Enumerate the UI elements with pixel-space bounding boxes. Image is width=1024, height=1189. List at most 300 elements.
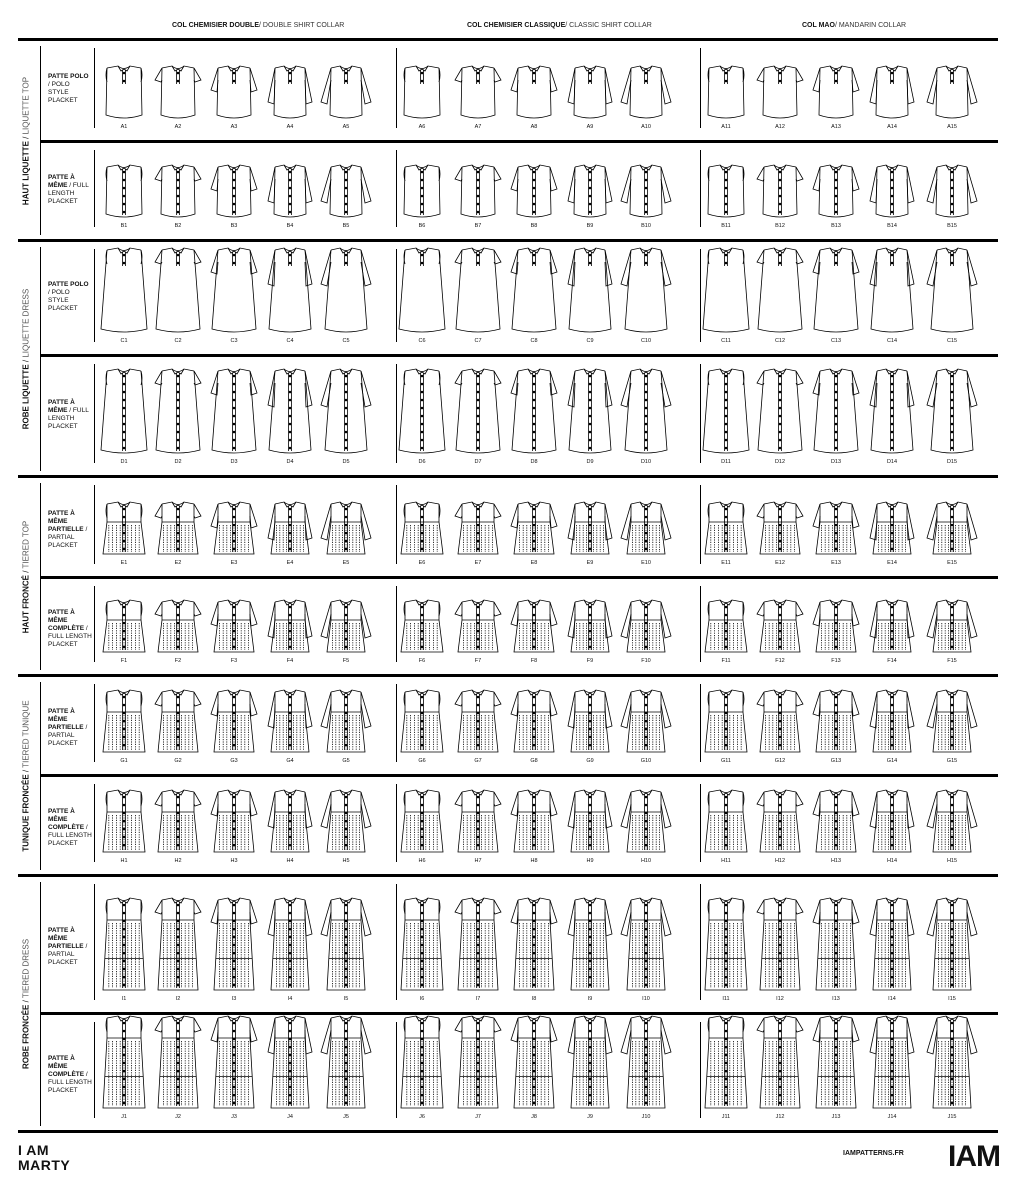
group-label-slash: / bbox=[21, 767, 31, 775]
row-label-en: FULL LENGTH PLACKET bbox=[48, 832, 92, 847]
garment-illustration bbox=[319, 592, 373, 656]
garment-illustration bbox=[563, 782, 617, 856]
variant-code: B6 bbox=[418, 223, 426, 229]
garment-illustration bbox=[319, 494, 373, 558]
row-label-en: POLO STYLE PLACKET bbox=[48, 81, 78, 104]
column-header-double-collar: COL CHEMISIER DOUBLE/ DOUBLE SHIRT COLLAR bbox=[172, 22, 345, 29]
garment-illustration bbox=[451, 361, 505, 457]
variant-code: F12 bbox=[775, 658, 785, 664]
garment-illustration bbox=[753, 361, 807, 457]
row-divider bbox=[41, 576, 998, 579]
group-label-fr: HAUT FRONCÉ bbox=[21, 574, 31, 633]
row-label-fr: PATTE À MÊME PARTIELLE bbox=[48, 509, 84, 533]
variant-code: B4 bbox=[286, 223, 294, 229]
variant-code: J2 bbox=[175, 1114, 181, 1120]
group-label-en: TIERED TOP bbox=[21, 520, 31, 568]
garment-illustration bbox=[699, 682, 753, 756]
variant-code: J3 bbox=[231, 1114, 237, 1120]
collar-column-separator bbox=[94, 48, 95, 128]
variant-code: A15 bbox=[947, 124, 957, 130]
variant-code: D8 bbox=[530, 459, 538, 465]
row-label-en: PARTIAL PLACKET bbox=[48, 533, 78, 549]
variant-code: I5 bbox=[343, 996, 349, 1002]
row-label bbox=[48, 399, 92, 431]
garment-illustration bbox=[563, 157, 617, 221]
variant-code: B14 bbox=[887, 223, 897, 229]
variant-code: A11 bbox=[721, 124, 731, 130]
variant-code: C11 bbox=[721, 338, 731, 344]
garment-illustration bbox=[97, 240, 151, 336]
variant-code: H12 bbox=[774, 858, 786, 864]
garment-illustration bbox=[395, 782, 449, 856]
group-label-fr: ROBE FRONCÉE bbox=[21, 1004, 31, 1070]
variant-code: C8 bbox=[530, 338, 538, 344]
group-label-slash: / bbox=[21, 133, 31, 141]
garment-illustration bbox=[563, 58, 617, 122]
garment-illustration bbox=[619, 240, 673, 336]
variant-code: I2 bbox=[175, 996, 181, 1002]
variant-code: C7 bbox=[474, 338, 482, 344]
garment-illustration bbox=[925, 592, 979, 656]
variant-code: A14 bbox=[887, 124, 897, 130]
garment-illustration bbox=[925, 157, 979, 221]
variant-code: F9 bbox=[586, 658, 594, 664]
variant-code: J6 bbox=[419, 1114, 425, 1120]
garment-illustration bbox=[97, 361, 151, 457]
variant-code: F8 bbox=[530, 658, 538, 664]
garment-illustration bbox=[151, 58, 205, 122]
garment-illustration bbox=[753, 782, 807, 856]
row-label-slash: / bbox=[84, 625, 88, 632]
garment-illustration bbox=[925, 494, 979, 558]
variant-code: B8 bbox=[530, 223, 538, 229]
variant-code: J8 bbox=[531, 1114, 537, 1120]
brand-logo: IAM bbox=[948, 1140, 1000, 1173]
garment-illustration bbox=[699, 592, 753, 656]
row-label-fr: PATTE À MÊME PARTIELLE bbox=[48, 927, 84, 950]
variant-code: G10 bbox=[640, 758, 652, 764]
group-label-en: TIERED DRESS bbox=[21, 938, 31, 999]
variant-code: F13 bbox=[831, 658, 841, 664]
row-divider bbox=[41, 774, 998, 777]
garment-illustration bbox=[925, 58, 979, 122]
collar-column-separator bbox=[94, 684, 95, 762]
variant-code: I11 bbox=[722, 996, 730, 1002]
garment-illustration bbox=[753, 592, 807, 656]
variant-code: C2 bbox=[174, 338, 182, 344]
variant-code: B5 bbox=[342, 223, 350, 229]
garment-illustration bbox=[507, 592, 561, 656]
row-label-en: PARTIAL PLACKET bbox=[48, 732, 78, 747]
variant-code: I13 bbox=[832, 996, 840, 1002]
variant-code: A6 bbox=[418, 124, 426, 130]
row-label bbox=[48, 708, 92, 748]
variant-code: E11 bbox=[721, 560, 731, 566]
garment-illustration bbox=[699, 494, 753, 558]
row-label-slash: / bbox=[84, 1071, 88, 1078]
garment-illustration bbox=[151, 157, 205, 221]
group-divider bbox=[18, 475, 998, 478]
garment-illustration bbox=[699, 890, 753, 994]
garment-illustration bbox=[925, 682, 979, 756]
variant-code: H15 bbox=[946, 858, 958, 864]
garment-illustration bbox=[97, 890, 151, 994]
collar-column-separator bbox=[94, 249, 95, 342]
row-label-en: FULL LENGTH PLACKET bbox=[48, 633, 92, 648]
garment-illustration bbox=[507, 157, 561, 221]
variant-code: I15 bbox=[948, 996, 956, 1002]
column-header-classic-collar: COL CHEMISIER CLASSIQUE/ CLASSIC SHIRT COLLAR bbox=[467, 22, 652, 29]
garment-illustration bbox=[865, 782, 919, 856]
variant-code: H7 bbox=[474, 858, 482, 864]
group-bracket-line bbox=[40, 882, 41, 1126]
row-label-slash: / bbox=[67, 406, 73, 414]
variant-code: A8 bbox=[530, 124, 538, 130]
garment-illustration bbox=[451, 782, 505, 856]
row-label-en: FULL LENGTH PLACKET bbox=[48, 181, 89, 205]
variant-code: D13 bbox=[830, 459, 842, 465]
group-divider bbox=[18, 38, 998, 41]
row-label-slash: / bbox=[83, 525, 88, 533]
variant-code: E12 bbox=[775, 560, 785, 566]
variant-code: C14 bbox=[886, 338, 898, 344]
garment-illustration bbox=[319, 157, 373, 221]
garment-illustration bbox=[753, 494, 807, 558]
garment-illustration bbox=[207, 361, 261, 457]
brand-name bbox=[18, 1143, 70, 1173]
variant-code: G14 bbox=[886, 758, 898, 764]
variant-code: G1 bbox=[120, 758, 128, 764]
garment-illustration bbox=[563, 494, 617, 558]
garment-illustration bbox=[925, 240, 979, 336]
garment-illustration bbox=[319, 1008, 373, 1112]
variant-code: I8 bbox=[531, 996, 537, 1002]
collar-column-separator bbox=[94, 364, 95, 463]
garment-illustration bbox=[151, 240, 205, 336]
garment-illustration bbox=[925, 361, 979, 457]
garment-illustration bbox=[451, 682, 505, 756]
group-label-fr: ROBE LIQUETTE bbox=[21, 364, 31, 430]
garment-illustration bbox=[619, 361, 673, 457]
variant-code: A5 bbox=[342, 124, 350, 130]
variant-code: E3 bbox=[230, 560, 238, 566]
variant-code: D12 bbox=[774, 459, 786, 465]
garment-illustration bbox=[809, 58, 863, 122]
garment-illustration bbox=[207, 58, 261, 122]
variant-code: C15 bbox=[946, 338, 958, 344]
variant-code: E2 bbox=[174, 560, 182, 566]
garment-illustration bbox=[507, 782, 561, 856]
variant-code: G13 bbox=[830, 758, 842, 764]
variant-code: H5 bbox=[342, 858, 350, 864]
variant-code: C5 bbox=[342, 338, 350, 344]
row-label-fr: PATTE À MÊME COMPLÈTE bbox=[48, 808, 85, 831]
garment-illustration bbox=[809, 157, 863, 221]
row-label-slash: / bbox=[67, 181, 73, 189]
garment-illustration bbox=[451, 494, 505, 558]
row-label-fr: PATTE POLO bbox=[48, 280, 89, 288]
variant-code: F5 bbox=[342, 658, 350, 664]
variant-code: H10 bbox=[640, 858, 652, 864]
garment-illustration bbox=[619, 782, 673, 856]
variant-code: E4 bbox=[286, 560, 294, 566]
variant-code: F7 bbox=[474, 658, 482, 664]
garment-illustration bbox=[753, 240, 807, 336]
variant-code: E8 bbox=[530, 560, 538, 566]
garment-illustration bbox=[699, 58, 753, 122]
variant-code: A10 bbox=[641, 124, 651, 130]
garment-illustration bbox=[319, 58, 373, 122]
garment-illustration bbox=[507, 240, 561, 336]
row-label-slash: / bbox=[83, 943, 88, 950]
garment-illustration bbox=[207, 682, 261, 756]
garment-illustration bbox=[865, 592, 919, 656]
group-label-fr: TUNIQUE FRONCÉE bbox=[21, 774, 31, 852]
variant-code: J7 bbox=[475, 1114, 481, 1120]
brand-line-1: I AM bbox=[18, 1142, 50, 1158]
variant-code: C10 bbox=[640, 338, 652, 344]
row-label bbox=[48, 174, 92, 206]
garment-illustration bbox=[865, 1008, 919, 1112]
variant-code: F10 bbox=[641, 658, 651, 664]
row-divider bbox=[41, 140, 998, 143]
variant-code: J10 bbox=[641, 1114, 651, 1120]
garment-illustration bbox=[753, 58, 807, 122]
variant-code: A12 bbox=[775, 124, 785, 130]
variant-code: I10 bbox=[642, 996, 650, 1002]
garment-illustration bbox=[395, 240, 449, 336]
garment-illustration bbox=[151, 361, 205, 457]
collar-column-separator bbox=[94, 884, 95, 1000]
garment-illustration bbox=[507, 1008, 561, 1112]
row-label-fr: PATTE POLO bbox=[48, 73, 89, 80]
variant-code: D1 bbox=[120, 459, 128, 465]
variant-code: A3 bbox=[230, 124, 238, 130]
variant-code: B10 bbox=[641, 223, 651, 229]
garment-illustration bbox=[925, 1008, 979, 1112]
variant-code: G3 bbox=[230, 758, 238, 764]
garment-illustration bbox=[263, 782, 317, 856]
garment-illustration bbox=[97, 592, 151, 656]
garment-illustration bbox=[151, 494, 205, 558]
group-divider bbox=[18, 674, 998, 677]
variant-code: E14 bbox=[887, 560, 897, 566]
garment-illustration bbox=[865, 361, 919, 457]
variant-code: C1 bbox=[120, 338, 128, 344]
variant-code: B3 bbox=[230, 223, 238, 229]
variant-code: B11 bbox=[721, 223, 731, 229]
variant-code: D2 bbox=[174, 459, 182, 465]
garment-illustration bbox=[619, 592, 673, 656]
row-label bbox=[48, 808, 92, 848]
garment-illustration bbox=[263, 890, 317, 994]
garment-illustration bbox=[151, 592, 205, 656]
garment-illustration bbox=[563, 240, 617, 336]
garment-illustration bbox=[263, 682, 317, 756]
garment-illustration bbox=[395, 890, 449, 994]
variant-code: J12 bbox=[775, 1114, 785, 1120]
garment-illustration bbox=[263, 494, 317, 558]
row-label-fr: PATTE À MÊME PARTIELLE bbox=[48, 708, 84, 731]
variant-code: E5 bbox=[342, 560, 350, 566]
garment-illustration bbox=[507, 58, 561, 122]
garment-illustration bbox=[809, 682, 863, 756]
group-label-en: TIERED TUNIQUE bbox=[21, 700, 31, 768]
variant-code: D7 bbox=[474, 459, 482, 465]
variant-code: I7 bbox=[475, 996, 481, 1002]
variant-code: G7 bbox=[474, 758, 482, 764]
garment-illustration bbox=[395, 682, 449, 756]
variant-code: H3 bbox=[230, 858, 238, 864]
row-label-en: PARTIAL PLACKET bbox=[48, 951, 78, 966]
garment-illustration bbox=[507, 682, 561, 756]
garment-illustration bbox=[319, 682, 373, 756]
variant-code: H13 bbox=[830, 858, 842, 864]
group-label-fr: HAUT LIQUETTE bbox=[21, 140, 31, 205]
collar-column-separator bbox=[94, 1022, 95, 1118]
variant-code: H2 bbox=[174, 858, 182, 864]
variant-code: F1 bbox=[120, 658, 128, 664]
garment-illustration bbox=[395, 494, 449, 558]
row-divider bbox=[41, 354, 998, 357]
variant-code: J4 bbox=[287, 1114, 293, 1120]
garment-illustration bbox=[809, 592, 863, 656]
row-label-fr: PATTE À MÊME COMPLÈTE bbox=[48, 609, 85, 632]
variant-code: J13 bbox=[831, 1114, 841, 1120]
garment-illustration bbox=[507, 361, 561, 457]
variant-code: G12 bbox=[774, 758, 786, 764]
variant-code: E6 bbox=[418, 560, 426, 566]
variant-code: F2 bbox=[174, 658, 182, 664]
garment-illustration bbox=[207, 240, 261, 336]
garment-illustration bbox=[263, 361, 317, 457]
variant-code: A7 bbox=[474, 124, 482, 130]
garment-illustration bbox=[451, 157, 505, 221]
row-label-en: POLO STYLE PLACKET bbox=[48, 288, 78, 312]
variant-code: J15 bbox=[947, 1114, 957, 1120]
garment-illustration bbox=[263, 592, 317, 656]
garment-illustration bbox=[319, 240, 373, 336]
variant-code: J11 bbox=[721, 1114, 731, 1120]
row-label bbox=[48, 927, 92, 967]
garment-illustration bbox=[865, 494, 919, 558]
garment-illustration bbox=[395, 157, 449, 221]
variant-code: C12 bbox=[774, 338, 786, 344]
group-bracket-line bbox=[40, 247, 41, 471]
garment-illustration bbox=[809, 1008, 863, 1112]
garment-illustration bbox=[699, 240, 753, 336]
row-label-fr: PATTE À MÊME COMPLÈTE bbox=[48, 1055, 85, 1078]
garment-illustration bbox=[809, 890, 863, 994]
variant-code: A2 bbox=[174, 124, 182, 130]
garment-illustration bbox=[263, 157, 317, 221]
garment-illustration bbox=[395, 58, 449, 122]
garment-illustration bbox=[151, 682, 205, 756]
variant-code: D6 bbox=[418, 459, 426, 465]
collar-column-separator bbox=[94, 150, 95, 227]
variant-code: B13 bbox=[831, 223, 841, 229]
garment-illustration bbox=[925, 890, 979, 994]
variant-code: F4 bbox=[286, 658, 294, 664]
variant-code: B2 bbox=[174, 223, 182, 229]
garment-illustration bbox=[563, 890, 617, 994]
garment-illustration bbox=[619, 494, 673, 558]
garment-illustration bbox=[207, 782, 261, 856]
garment-illustration bbox=[319, 361, 373, 457]
variant-code: C9 bbox=[586, 338, 594, 344]
row-label-fr: PATTE À MÊME bbox=[48, 398, 75, 414]
garment-illustration bbox=[151, 890, 205, 994]
variant-code: H8 bbox=[530, 858, 538, 864]
variant-code: G8 bbox=[530, 758, 538, 764]
variant-code: B7 bbox=[474, 223, 482, 229]
variant-code: I14 bbox=[888, 996, 896, 1002]
variant-code: E7 bbox=[474, 560, 482, 566]
garment-illustration bbox=[263, 58, 317, 122]
garment-illustration bbox=[563, 361, 617, 457]
garment-illustration bbox=[97, 782, 151, 856]
variant-code: B1 bbox=[120, 223, 128, 229]
garment-illustration bbox=[619, 682, 673, 756]
garment-illustration bbox=[809, 494, 863, 558]
brand-line-2: MARTY bbox=[18, 1157, 71, 1173]
variant-code: F11 bbox=[721, 658, 731, 664]
variant-code: H1 bbox=[120, 858, 128, 864]
garment-illustration bbox=[753, 682, 807, 756]
group-bracket-line bbox=[40, 46, 41, 235]
variant-code: D10 bbox=[640, 459, 652, 465]
variant-code: A1 bbox=[120, 124, 128, 130]
garment-illustration bbox=[753, 890, 807, 994]
variant-code: E13 bbox=[831, 560, 841, 566]
variant-code: E15 bbox=[947, 560, 957, 566]
garment-illustration bbox=[925, 782, 979, 856]
variant-code: J5 bbox=[343, 1114, 349, 1120]
row-label bbox=[48, 281, 92, 313]
variant-code: F15 bbox=[947, 658, 957, 664]
garment-illustration bbox=[699, 1008, 753, 1112]
garment-illustration bbox=[699, 361, 753, 457]
garment-illustration bbox=[395, 1008, 449, 1112]
row-label-en: FULL LENGTH PLACKET bbox=[48, 406, 89, 430]
garment-illustration bbox=[451, 592, 505, 656]
garment-illustration bbox=[753, 1008, 807, 1112]
variant-code: A13 bbox=[831, 124, 841, 130]
garment-illustration bbox=[865, 58, 919, 122]
variant-code: G2 bbox=[174, 758, 182, 764]
row-label bbox=[48, 1055, 92, 1095]
row-label bbox=[48, 510, 92, 550]
variant-code: I12 bbox=[776, 996, 784, 1002]
group-label-slash: / bbox=[21, 357, 31, 365]
group-divider bbox=[18, 874, 998, 877]
group-label-slash: / bbox=[21, 998, 31, 1005]
garment-illustration bbox=[809, 782, 863, 856]
garment-illustration bbox=[699, 782, 753, 856]
variant-code: H6 bbox=[418, 858, 426, 864]
variant-code: J14 bbox=[887, 1114, 897, 1120]
group-divider bbox=[18, 1130, 998, 1133]
garment-illustration bbox=[97, 1008, 151, 1112]
variant-code: C3 bbox=[230, 338, 238, 344]
garment-illustration bbox=[451, 890, 505, 994]
variant-code: D4 bbox=[286, 459, 294, 465]
variant-code: G11 bbox=[721, 758, 731, 764]
variant-code: I9 bbox=[587, 996, 593, 1002]
garment-illustration bbox=[207, 592, 261, 656]
garment-illustration bbox=[865, 157, 919, 221]
group-bracket-line bbox=[40, 483, 41, 670]
